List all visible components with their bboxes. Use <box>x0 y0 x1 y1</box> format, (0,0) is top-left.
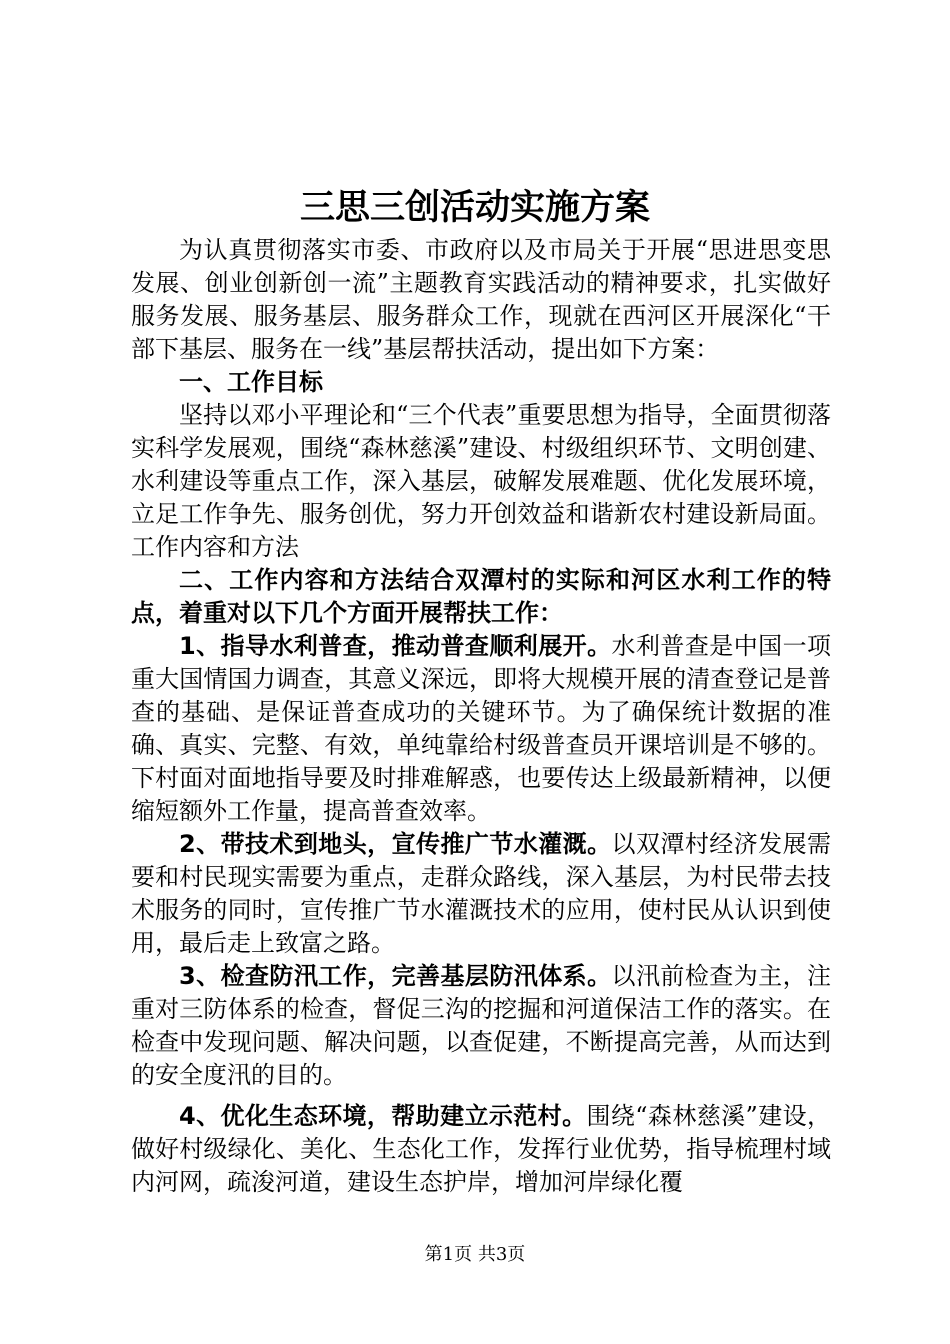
document-body <box>131 234 831 1199</box>
item-paragraph-3 <box>131 960 831 1092</box>
section-heading-content-methods: 二、工作内容和方法结合双潭村的实际和河区水利工作的特点，着重对以下几个方面开展帮扶工作： <box>131 566 831 627</box>
item-heading-3: 3、检查防汛工作，完善基层防汛体系。 <box>179 962 612 990</box>
item-paragraph-1 <box>131 630 831 828</box>
item-text-3: 以汛前检查为主，注重对三防体系的检查，督促三沟的挖掘和河道保洁工作的落实。在检查中发现问题、解决问题，以查促建，不断提高完善，从而达到的安全度汛的目的。 <box>131 962 832 1089</box>
item-text-2: 以双潭村经济发展需要和村民现实需要为重点，走群众路线，深入基层，为村民带去技术服务的同时，宣传推广节水灌溉技术的应用，使村民从认识到使用，最后走上致富之路。 <box>131 830 832 957</box>
item-heading-4: 4、优化生态环境，帮助建立示范村。 <box>179 1102 587 1130</box>
section-heading-goals: 一、工作目标 <box>179 368 323 396</box>
document-title: 三思三创活动实施方案 <box>299 188 650 228</box>
item-paragraph-2 <box>131 828 831 960</box>
item-paragraph-4 <box>131 1100 831 1199</box>
section-paragraph-goals: 坚持以邓小平理论和“三个代表”重要思想为指导，全面贯彻落实科学发展观，围绕“森林慈溪”建设、村级组织环节、文明创建、水利建设等重点工作，深入基层，破解发展难题、优化发展环境，立足工作争先、服务创优，努力开创效益和谐新农村建设新局面。工作内容和方法 <box>131 401 831 561</box>
item-heading-2: 2、带技术到地头，宣传推广节水灌溉。 <box>179 830 612 858</box>
intro-paragraph: 为认真贯彻落实市委、市政府以及市局关于开展“思进思变思发展、创业创新创一流”主题教育实践活动的精神要求，扎实做好服务发展、服务基层、服务群众工作，现就在西河区开展深化“干部下基层、服务在一线”基层帮扶活动，提出如下方案： <box>131 236 831 363</box>
item-text-1: 水利普查是中国一项重大国情国力调查，其意义深远，即将大规模开展的清查登记是普查的基础、是保证普查成功的关键环节。为了确保统计数据的准确、真实、完整、有效，单纯靠给村级普查员开课培训是不够的。下村面对面地指导要及时排难解惑，也要传达上级最新精神，以便缩短额外工作量，提高普查效率。 <box>131 632 832 825</box>
item-text-4: 围绕“森林慈溪”建设，做好村级绿化、美化、生态化工作，发挥行业优势，指导梳理村域内河网，疏浚河道，建设生态护岸，增加河岸绿化覆 <box>131 1102 831 1196</box>
item-heading-1: 1、指导水利普查，推动普查顺利展开。 <box>179 632 612 660</box>
page-number-footer: 第1页 共3页 <box>424 1244 526 1265</box>
